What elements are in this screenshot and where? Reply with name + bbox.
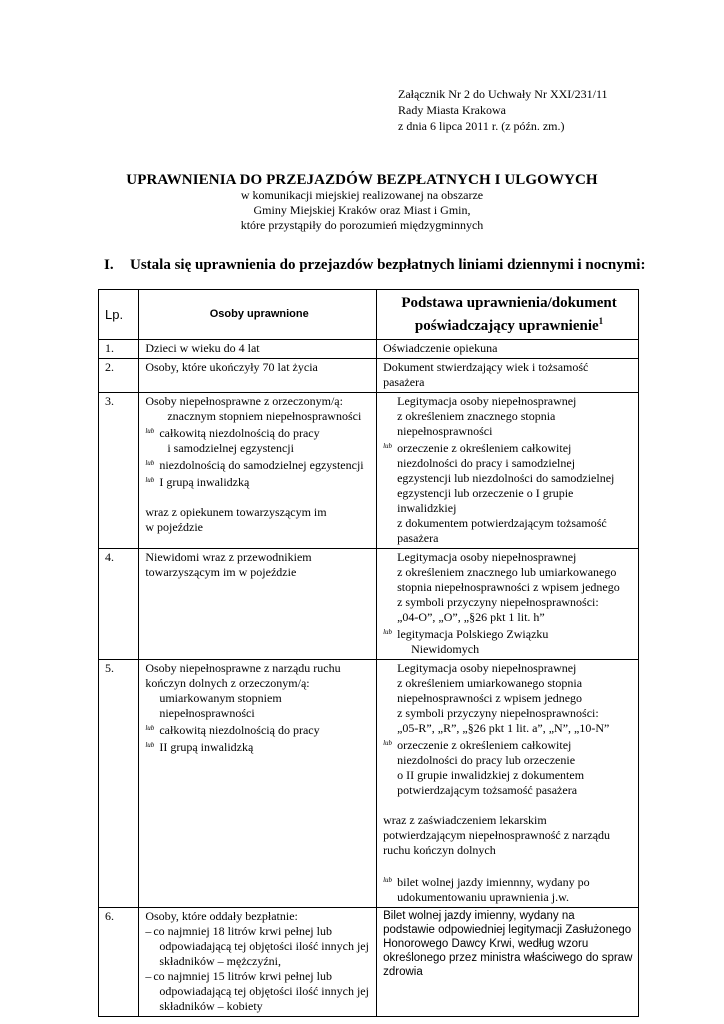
basis-line: Legitymacja osoby niepełnosprawnej xyxy=(397,661,577,675)
lub-marker: lub xyxy=(145,724,155,732)
persons-line: całkowitą niezdolnością do pracy xyxy=(159,426,320,440)
subtitle-line: które przystąpiły do porozumień międzygminnych xyxy=(240,218,484,232)
row-persons xyxy=(139,660,377,908)
persons-line: Niewidomi wraz z przewodnikiem xyxy=(145,550,312,564)
row-number: 1. xyxy=(99,340,139,359)
section-heading xyxy=(104,257,645,274)
persons-line: wraz z opiekunem towarzyszącym im xyxy=(145,505,327,519)
lub-marker: lub xyxy=(145,741,155,749)
basis-line: Legitymacja osoby niepełnosprawnej xyxy=(397,550,577,564)
table-row xyxy=(99,908,639,1017)
entitlements-table xyxy=(98,289,639,1017)
header-persons: Osoby uprawnione xyxy=(139,290,377,340)
dash-bullet: – xyxy=(145,924,152,938)
row-persons xyxy=(139,393,377,549)
persons-line: Osoby niepełnosprawne z orzeczonym/ą: xyxy=(145,394,343,408)
basis-line: inwalidzkiej xyxy=(397,501,457,515)
annex-reference xyxy=(398,86,608,134)
lub-marker: lub xyxy=(145,476,155,484)
basis-line: ruchu kończyn dolnych xyxy=(383,843,496,857)
basis-line: wraz z zaświadczeniem lekarskim xyxy=(383,813,547,827)
persons-line: umiarkowanym stopniem xyxy=(159,691,282,705)
basis-line: z symboli przyczyny niepełnosprawności: xyxy=(397,706,599,720)
row-persons: Dzieci w wieku do 4 lat xyxy=(139,340,377,359)
basis-line: pasażera xyxy=(397,531,439,545)
basis-line: z określeniem znacznego stopnia xyxy=(397,409,556,423)
basis-line: Dokument stwierdzający wiek i tożsamość xyxy=(383,360,589,374)
row-basis: Oświadczenie opiekuna xyxy=(377,340,639,359)
basis-line: niepełnosprawności z wpisem jednego xyxy=(397,691,583,705)
header-basis xyxy=(377,290,639,340)
footnote-marker: 1 xyxy=(598,315,604,326)
table-row xyxy=(99,359,639,393)
row-basis xyxy=(377,908,639,1017)
persons-line: i samodzielnej egzystencji xyxy=(167,441,294,455)
basis-line: bilet wolnej jazdy imiennny, wydany po xyxy=(397,875,590,889)
basis-line: zdrowia xyxy=(383,966,423,978)
persons-line: niepełnosprawności xyxy=(159,706,255,720)
row-persons xyxy=(139,908,377,1017)
lub-marker: lub xyxy=(383,628,393,636)
persons-line: towarzyszącym im w pojeździe xyxy=(145,565,297,579)
persons-line: II grupą inwalidzką xyxy=(159,740,254,754)
basis-line: egzystencji lub orzeczenie o I grupie xyxy=(397,486,574,500)
annex-line: Rady Miasta Krakowa xyxy=(398,103,506,117)
basis-line: egzystencji lub niezdolności do samodzielnej xyxy=(397,471,615,485)
lub-marker: lub xyxy=(383,876,393,884)
header-basis-line xyxy=(383,312,635,335)
table-row xyxy=(99,549,639,660)
basis-line: z określeniem znacznego lub umiarkowanego xyxy=(397,565,617,579)
basis-line: udokumentowaniu uprawnienia j.w. xyxy=(397,890,569,904)
document-title: UPRAWNIENIA DO PRZEJAZDÓW BEZPŁATNYCH I ULGOWYCH xyxy=(126,172,598,188)
table-header-row xyxy=(99,290,639,340)
persons-line: kończyn dolnych z orzeczonym/ą: xyxy=(145,676,310,690)
basis-line: podstawie odpowiedniej legitymacji Zasłużonego xyxy=(383,924,632,936)
section-text: Ustala się uprawnienia do przejazdów bezpłatnych liniami dziennymi i nocnymi: xyxy=(130,257,646,273)
persons-line: Osoby niepełnosprawne z narządu ruchu xyxy=(145,661,341,675)
row-basis xyxy=(377,359,639,393)
header-lp: Lp. xyxy=(99,290,139,340)
document-subtitle xyxy=(0,188,724,233)
table-row xyxy=(99,340,639,359)
persons-line: w pojeździe xyxy=(145,520,203,534)
basis-line: potwierdzającym tożsamość pasażera xyxy=(397,783,578,797)
basis-line: niezdolności do pracy lub orzeczenie xyxy=(397,753,576,767)
annex-line: Załącznik Nr 2 do Uchwały Nr XXI/231/11 xyxy=(398,87,608,101)
basis-line: „05-R”, „R”, „§26 pkt 1 lit. a”, „N”, „10-N” xyxy=(397,721,610,735)
dash-bullet: – xyxy=(145,969,152,983)
basis-line: określonego przez ministra właściwego do spraw xyxy=(383,952,633,964)
lub-marker: lub xyxy=(383,442,393,450)
row-number: 4. xyxy=(99,549,139,660)
basis-line: Bilet wolnej jazdy imienny, wydany na xyxy=(383,910,575,922)
basis-line: z symboli przyczyny niepełnosprawności: xyxy=(397,595,599,609)
persons-line: składników – mężczyźni, xyxy=(159,954,281,968)
basis-line: pasażera xyxy=(383,375,425,389)
annex-line: z dnia 6 lipca 2011 r. (z późn. zm.) xyxy=(398,119,565,133)
persons-line: niezdolnością do samodzielnej egzystencji xyxy=(159,458,364,472)
persons-line: odpowiadającą tej objętości ilość innych jej xyxy=(159,984,369,998)
lub-marker: lub xyxy=(383,739,393,747)
persons-line: I grupą inwalidzką xyxy=(159,475,250,489)
persons-line: Osoby, które oddały bezpłatnie: xyxy=(145,909,298,923)
table-row xyxy=(99,393,639,549)
basis-line: Niewidomych xyxy=(411,642,480,656)
persons-line: co najmniej 15 litrów krwi pełnej lub xyxy=(153,969,332,983)
header-basis-line: Podstawa uprawnienia/dokument xyxy=(401,294,617,311)
table-row xyxy=(99,660,639,908)
persons-line: co najmniej 18 litrów krwi pełnej lub xyxy=(153,924,332,938)
basis-line: Legitymacja osoby niepełnosprawnej xyxy=(397,394,577,408)
row-number: 5. xyxy=(99,660,139,908)
basis-line: orzeczenie z określeniem całkowitej xyxy=(397,441,572,455)
lub-marker: lub xyxy=(145,427,155,435)
basis-line: z określeniem umiarkowanego stopnia xyxy=(397,676,583,690)
header-basis-text: poświadczający uprawnienie xyxy=(414,317,599,334)
section-number: I. xyxy=(104,257,114,273)
basis-line: „04-O”, „O”, „§26 pkt 1 lit. h” xyxy=(397,610,545,624)
row-persons: Osoby, które ukończyły 70 lat życia xyxy=(139,359,377,393)
basis-line: niepełnosprawności xyxy=(397,424,493,438)
persons-line: składników – kobiety xyxy=(159,999,263,1013)
subtitle-line: Gminy Miejskiej Kraków oraz Miast i Gmin, xyxy=(253,203,471,217)
row-basis xyxy=(377,660,639,908)
row-basis xyxy=(377,549,639,660)
subtitle-line: w komunikacji miejskiej realizowanej na obszarze xyxy=(240,188,484,202)
basis-line: o II grupie inwalidzkiej z dokumentem xyxy=(397,768,585,782)
basis-line: orzeczenie z określeniem całkowitej xyxy=(397,738,572,752)
row-basis xyxy=(377,393,639,549)
persons-line: całkowitą niezdolnością do pracy xyxy=(159,723,320,737)
persons-line: odpowiadającą tej objętości ilość innych jej xyxy=(159,939,369,953)
basis-line: stopnia niepełnosprawności z wpisem jednego xyxy=(397,580,620,594)
lub-marker: lub xyxy=(145,459,155,467)
basis-line: Honorowego Dawcy Krwi, według wzoru xyxy=(383,938,589,950)
basis-line: z dokumentem potwierdzającym tożsamość xyxy=(397,516,607,530)
row-number: 6. xyxy=(99,908,139,1017)
basis-line: niezdolności do pracy i samodzielnej xyxy=(397,456,576,470)
basis-line: potwierdzającym niepełnosprawność z narządu xyxy=(383,828,611,842)
persons-line: znacznym stopniem niepełnosprawności xyxy=(167,409,362,423)
row-number: 2. xyxy=(99,359,139,393)
row-persons xyxy=(139,549,377,660)
basis-line: legitymacja Polskiego Związku xyxy=(397,627,549,641)
row-number: 3. xyxy=(99,393,139,549)
